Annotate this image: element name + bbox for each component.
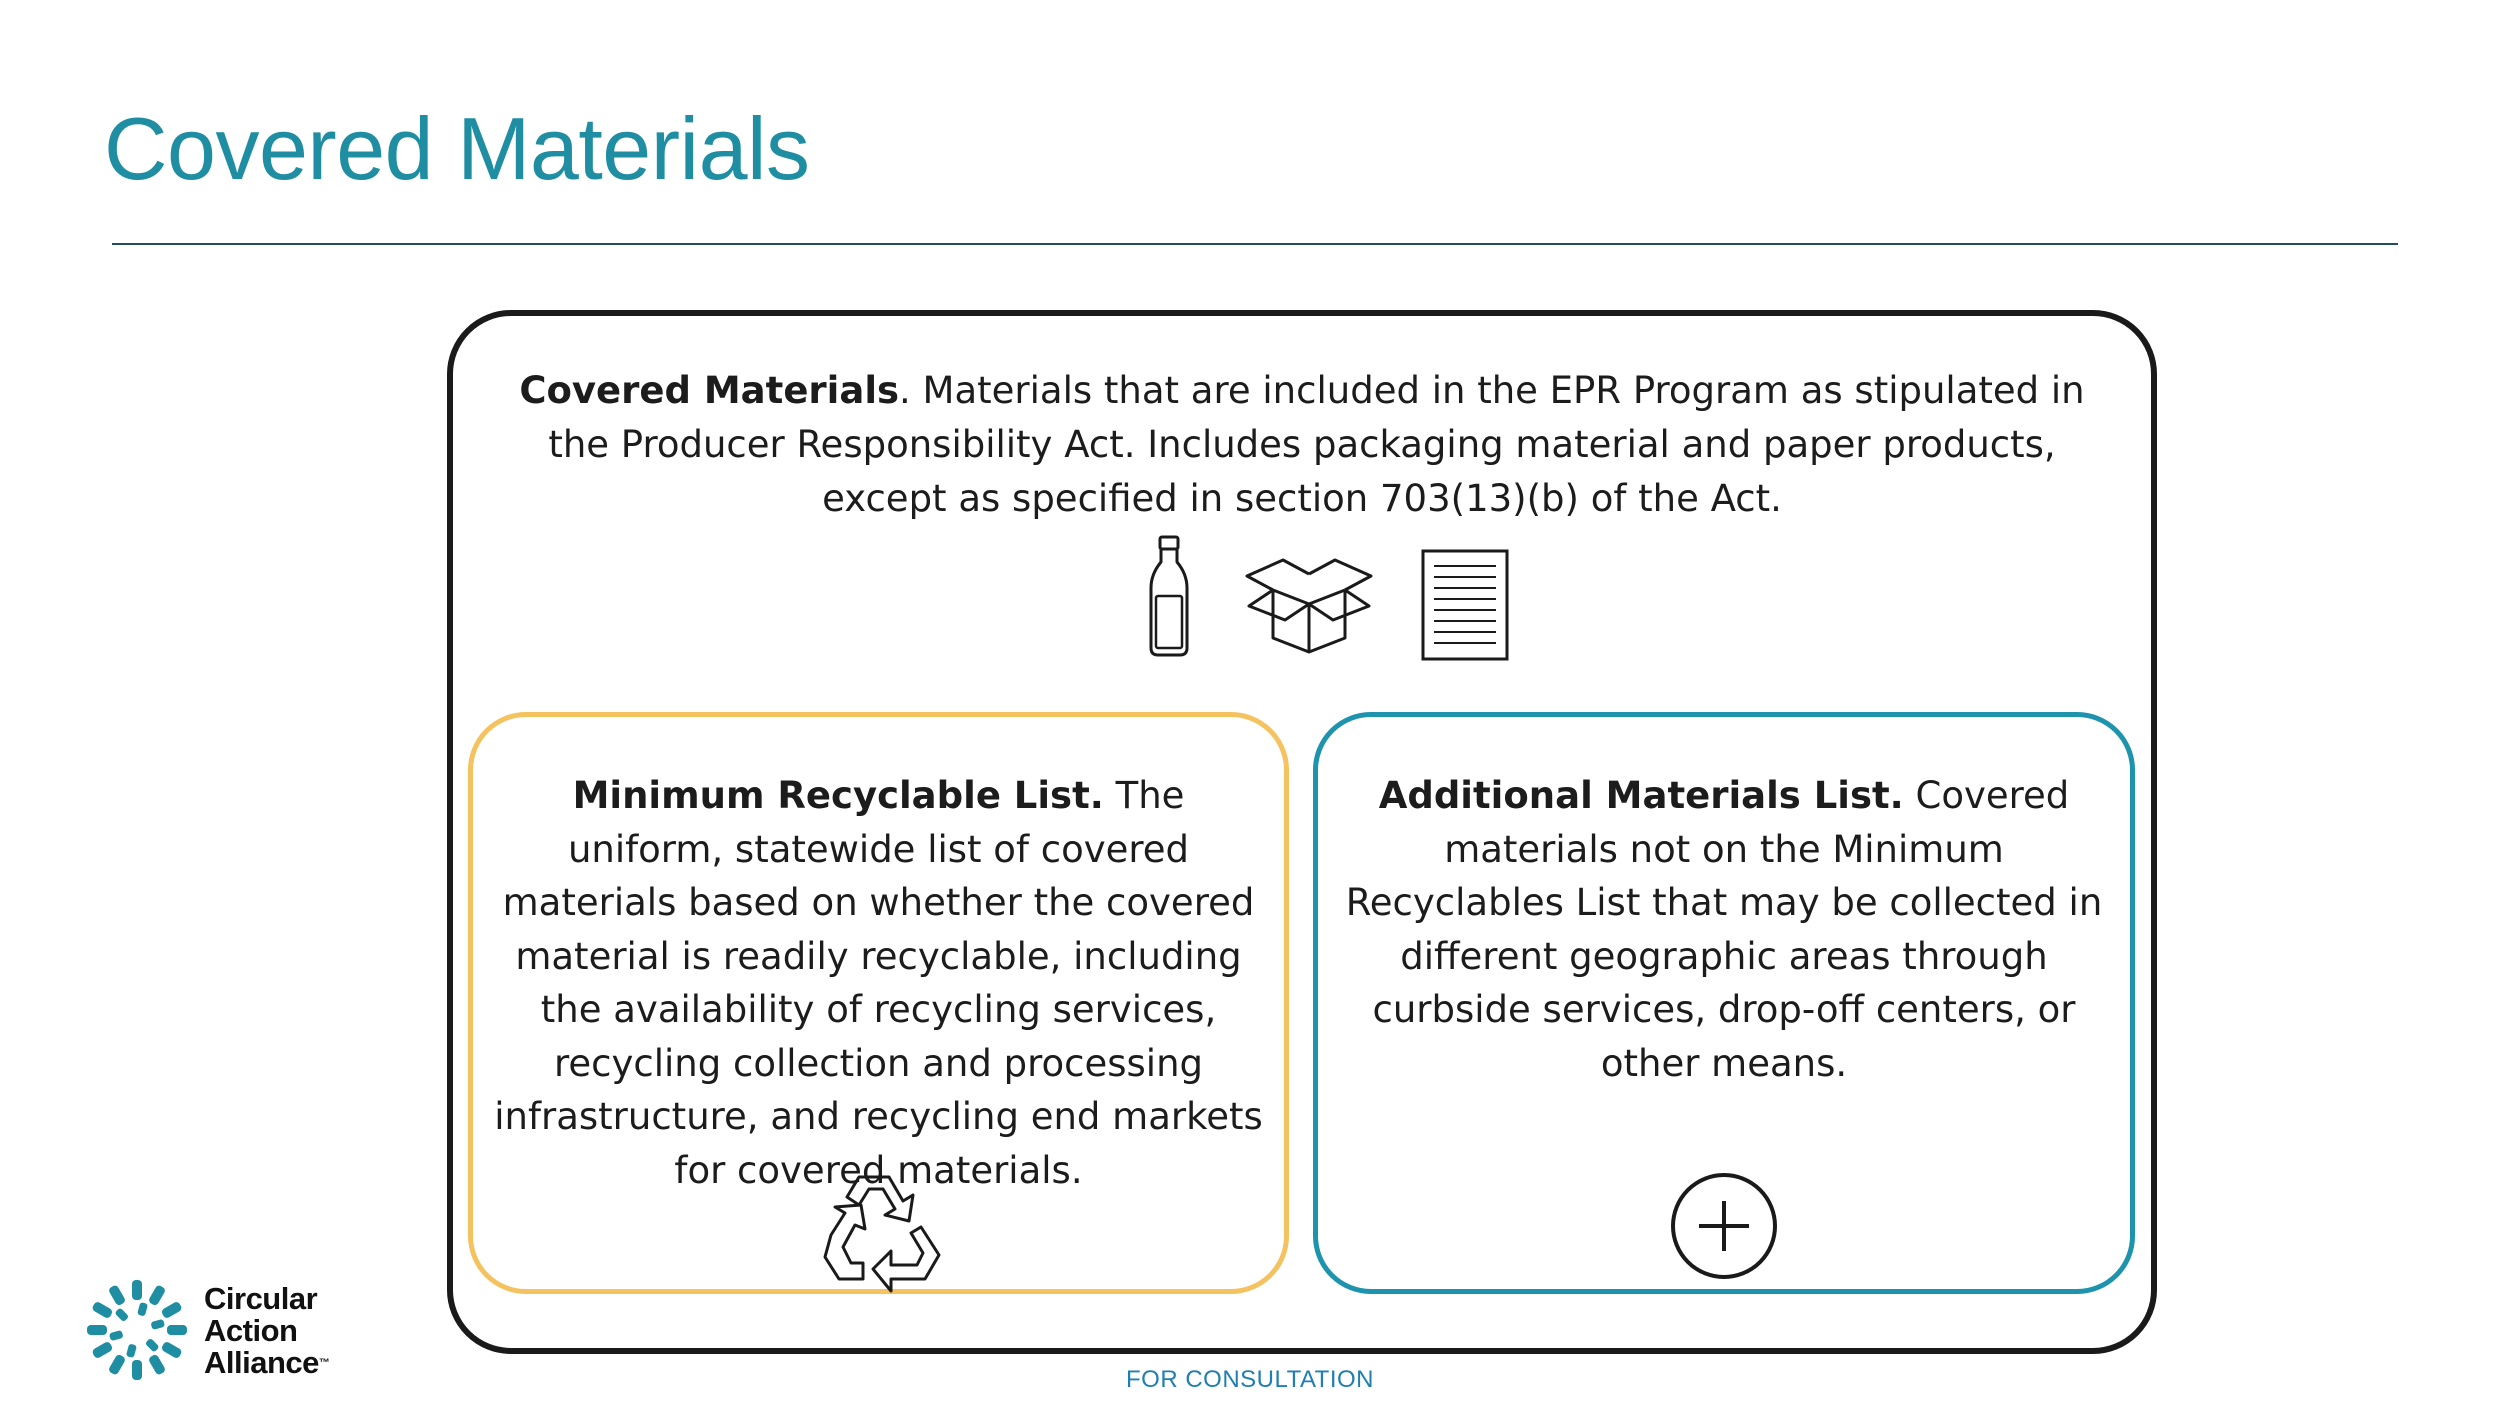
plus-circle-icon <box>1669 1171 1779 1285</box>
bottle-icon <box>1147 534 1191 658</box>
additional-materials-list-description: Covered materials not on the Minimum Recyclables List that may be collected in different geographic areas through curbside services, drop-off centers, or other means. <box>1345 774 2103 1085</box>
logo-line-3: Alliance <box>204 1345 319 1380</box>
box-icon <box>1243 552 1375 656</box>
logo-line-2: Action <box>204 1313 298 1348</box>
material-icons <box>0 530 2500 670</box>
logo-mark-icon <box>82 1275 192 1389</box>
additional-materials-list-definition <box>1332 769 2116 1090</box>
recycle-icon <box>819 1169 947 1297</box>
logo-wordmark <box>204 1283 329 1379</box>
footer-consultation-label: FOR CONSULTATION <box>1126 1366 1374 1393</box>
minimum-recyclable-list-term: Minimum Recyclable List. <box>572 774 1104 817</box>
logo-line-1: Circular <box>204 1281 318 1316</box>
covered-materials-description: . Materials that are included in the EPR Program as stipulated in the Producer Responsibility Act. Includes packaging material and paper products, except as specified in section 703(13)(b) of the Act. <box>548 369 2085 520</box>
additional-materials-list-term: Additional Materials List. <box>1378 774 1904 817</box>
title-divider <box>112 243 2398 245</box>
minimum-recyclable-list-description: The uniform, statewide list of covered materials based on whether the covered material is readily recyclable, including the availability of recycling services, recycling collection and processing infrastructure, and recycling end markets for covered materials. <box>494 774 1263 1192</box>
trademark-symbol: ™ <box>318 1357 330 1369</box>
additional-materials-list-card <box>1313 712 2135 1294</box>
covered-materials-definition <box>490 364 2114 526</box>
minimum-recyclable-list-card <box>468 712 1289 1294</box>
slide-title: Covered Materials <box>104 99 810 198</box>
circular-action-alliance-logo <box>82 1275 362 1385</box>
minimum-recyclable-list-definition <box>491 769 1266 1197</box>
document-icon <box>1420 548 1510 662</box>
covered-materials-term: Covered Materials <box>519 369 900 412</box>
